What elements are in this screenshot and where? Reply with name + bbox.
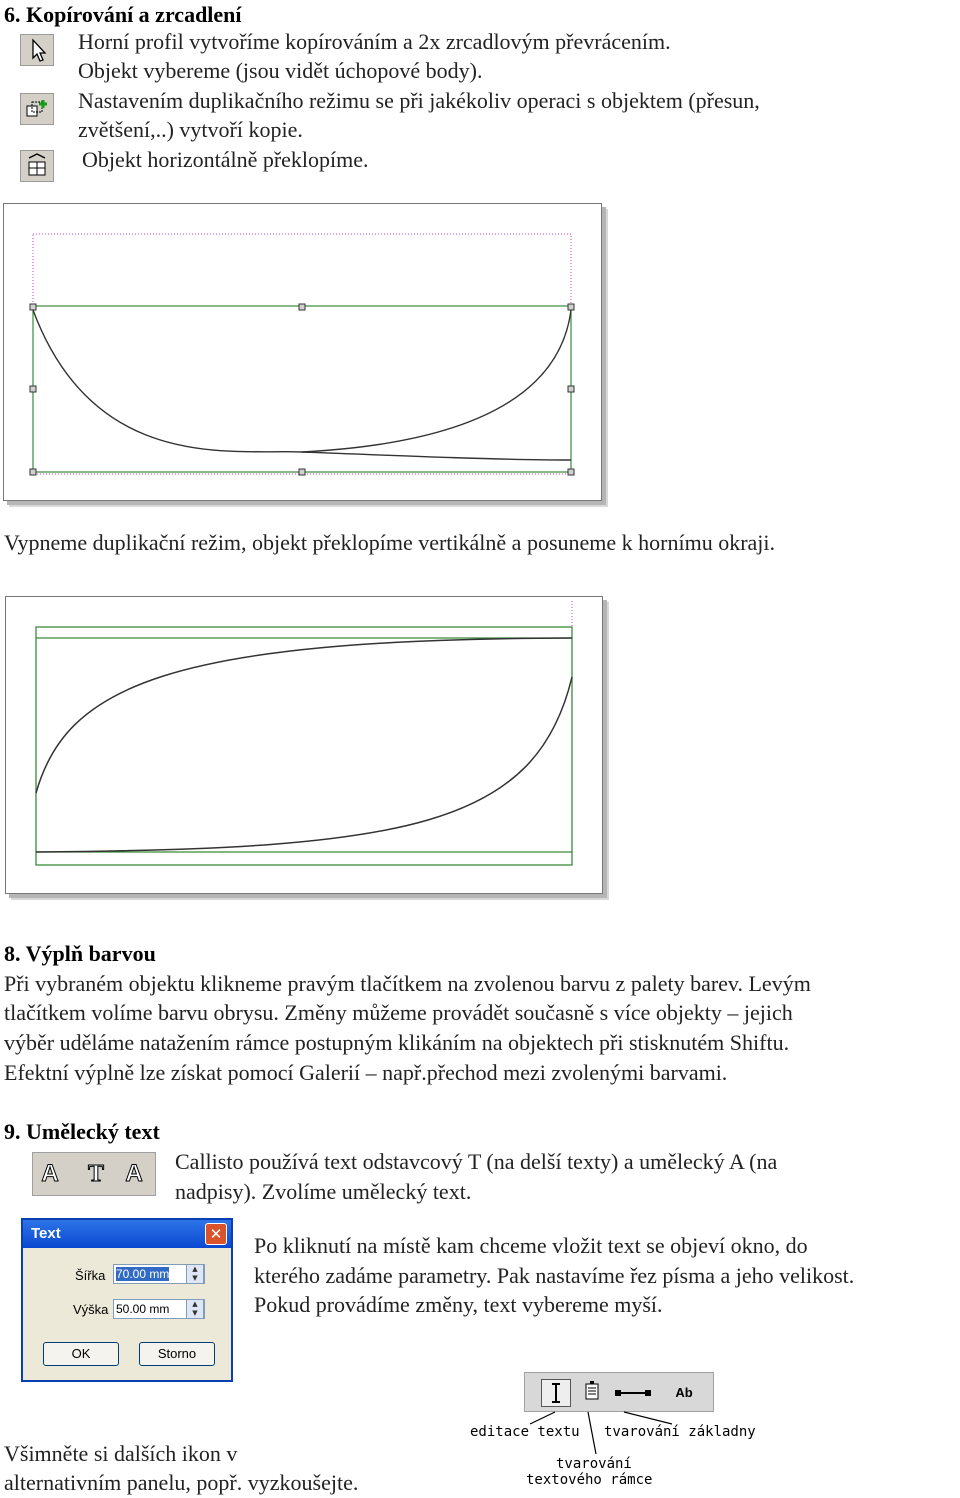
caption-after-figure-1: Vypneme duplikační režim, objekt překlopíme vertikálně a posuneme k hornímu okraji.	[4, 530, 776, 555]
duplicate-mode-icon[interactable]	[20, 93, 54, 125]
alt-text-toolbar-figure	[460, 1358, 760, 1494]
section-8-line-2: tlačítkem volíme barvu obrysu. Změny můžeme provádět současně s více objekty – jejich	[4, 1000, 793, 1025]
text-tools-strip	[32, 1152, 156, 1196]
section-6-line-1: Horní profil vytvoříme kopírováním a 2x zrcadlovým převrácením.	[78, 29, 671, 54]
section-9-heading: 9. Umělecký text	[4, 1119, 160, 1144]
caption-frame-line-2: textového rámce	[526, 1472, 653, 1488]
dialog-note-line-3: Pokud provádíme změny, text vybereme myší.	[254, 1292, 663, 1317]
art-text-badge-icon[interactable]: Ab	[675, 1385, 693, 1400]
art-text-tool-icon[interactable]: A	[41, 1160, 59, 1187]
paragraph-text-tool-icon[interactable]: T	[87, 1161, 104, 1187]
section-8-line-3: výběr uděláme natažením rámce postupným klikáním na objektech při stisknutém Shiftu.	[4, 1030, 790, 1055]
cancel-button[interactable]: Storno	[139, 1342, 215, 1366]
section-6-line-4: zvětšení,..) vytvoří kopie.	[78, 117, 303, 142]
section-8-heading: 8. Výplň barvou	[4, 941, 156, 966]
outro-line-1: Všimněte si dalších ikon v	[4, 1441, 238, 1466]
outro-line-2: alternativním panelu, popř. vyzkoušejte.	[4, 1470, 359, 1495]
text-dialog-title: Text	[23, 1220, 231, 1248]
section-8-line-1: Při vybraném objektu klikneme pravým tlačítkem na zvolenou barvu z palety barev. Levým	[4, 971, 811, 996]
caption-frame-line-1: tvarování	[556, 1456, 632, 1472]
section-6-heading: 6. Kopírování a zrcadlení	[4, 2, 242, 27]
ok-button[interactable]: OK	[43, 1342, 119, 1366]
select-arrow-icon[interactable]	[20, 34, 54, 66]
figure-curve-selected	[3, 203, 602, 501]
text-dialog	[21, 1218, 233, 1382]
section-6-line-3: Nastavením duplikačního režimu se při jakékoliv operaci s objektem (přesun,	[78, 88, 760, 113]
section-6-line-5: Objekt horizontálně překlopíme.	[82, 147, 369, 172]
width-spinner[interactable]: ▲ ▼	[186, 1264, 204, 1284]
art-text-alt-tool-icon[interactable]: A	[125, 1160, 143, 1187]
height-spinner[interactable]: ▲ ▼	[186, 1299, 204, 1319]
height-value: 50.00 mm	[116, 1302, 170, 1316]
caption-shape-base: tvarování základny	[604, 1424, 756, 1440]
width-value: 70.00 mm	[116, 1267, 170, 1281]
section-8-line-4: Efektní výplně lze získat pomocí Galerií – např.přechod mezi zvolenými barvami.	[4, 1060, 728, 1085]
section-6-line-2: Objekt vybereme (jsou vidět úchopové body).	[78, 58, 483, 83]
height-label: Výška	[73, 1302, 109, 1317]
dialog-note-line-1: Po kliknutí na místě kam chceme vložit text se objeví okno, do	[254, 1233, 808, 1258]
flip-horizontal-icon[interactable]	[20, 150, 54, 182]
caption-edit-text: editace textu	[470, 1424, 580, 1440]
section-9-intro-line-1: Callisto používá text odstavcový T (na delší texty) a umělecký A (na	[175, 1149, 778, 1174]
dialog-note-line-2: kterého zadáme parametry. Pak nastavíme řez písma a jeho velikost.	[254, 1263, 855, 1288]
width-label: Šířka	[75, 1268, 106, 1283]
figure-profile-mirrored	[5, 596, 603, 894]
section-9-intro-line-2: nadpisy). Zvolíme umělecký text.	[175, 1179, 472, 1204]
close-icon[interactable]: ✕	[205, 1223, 227, 1245]
